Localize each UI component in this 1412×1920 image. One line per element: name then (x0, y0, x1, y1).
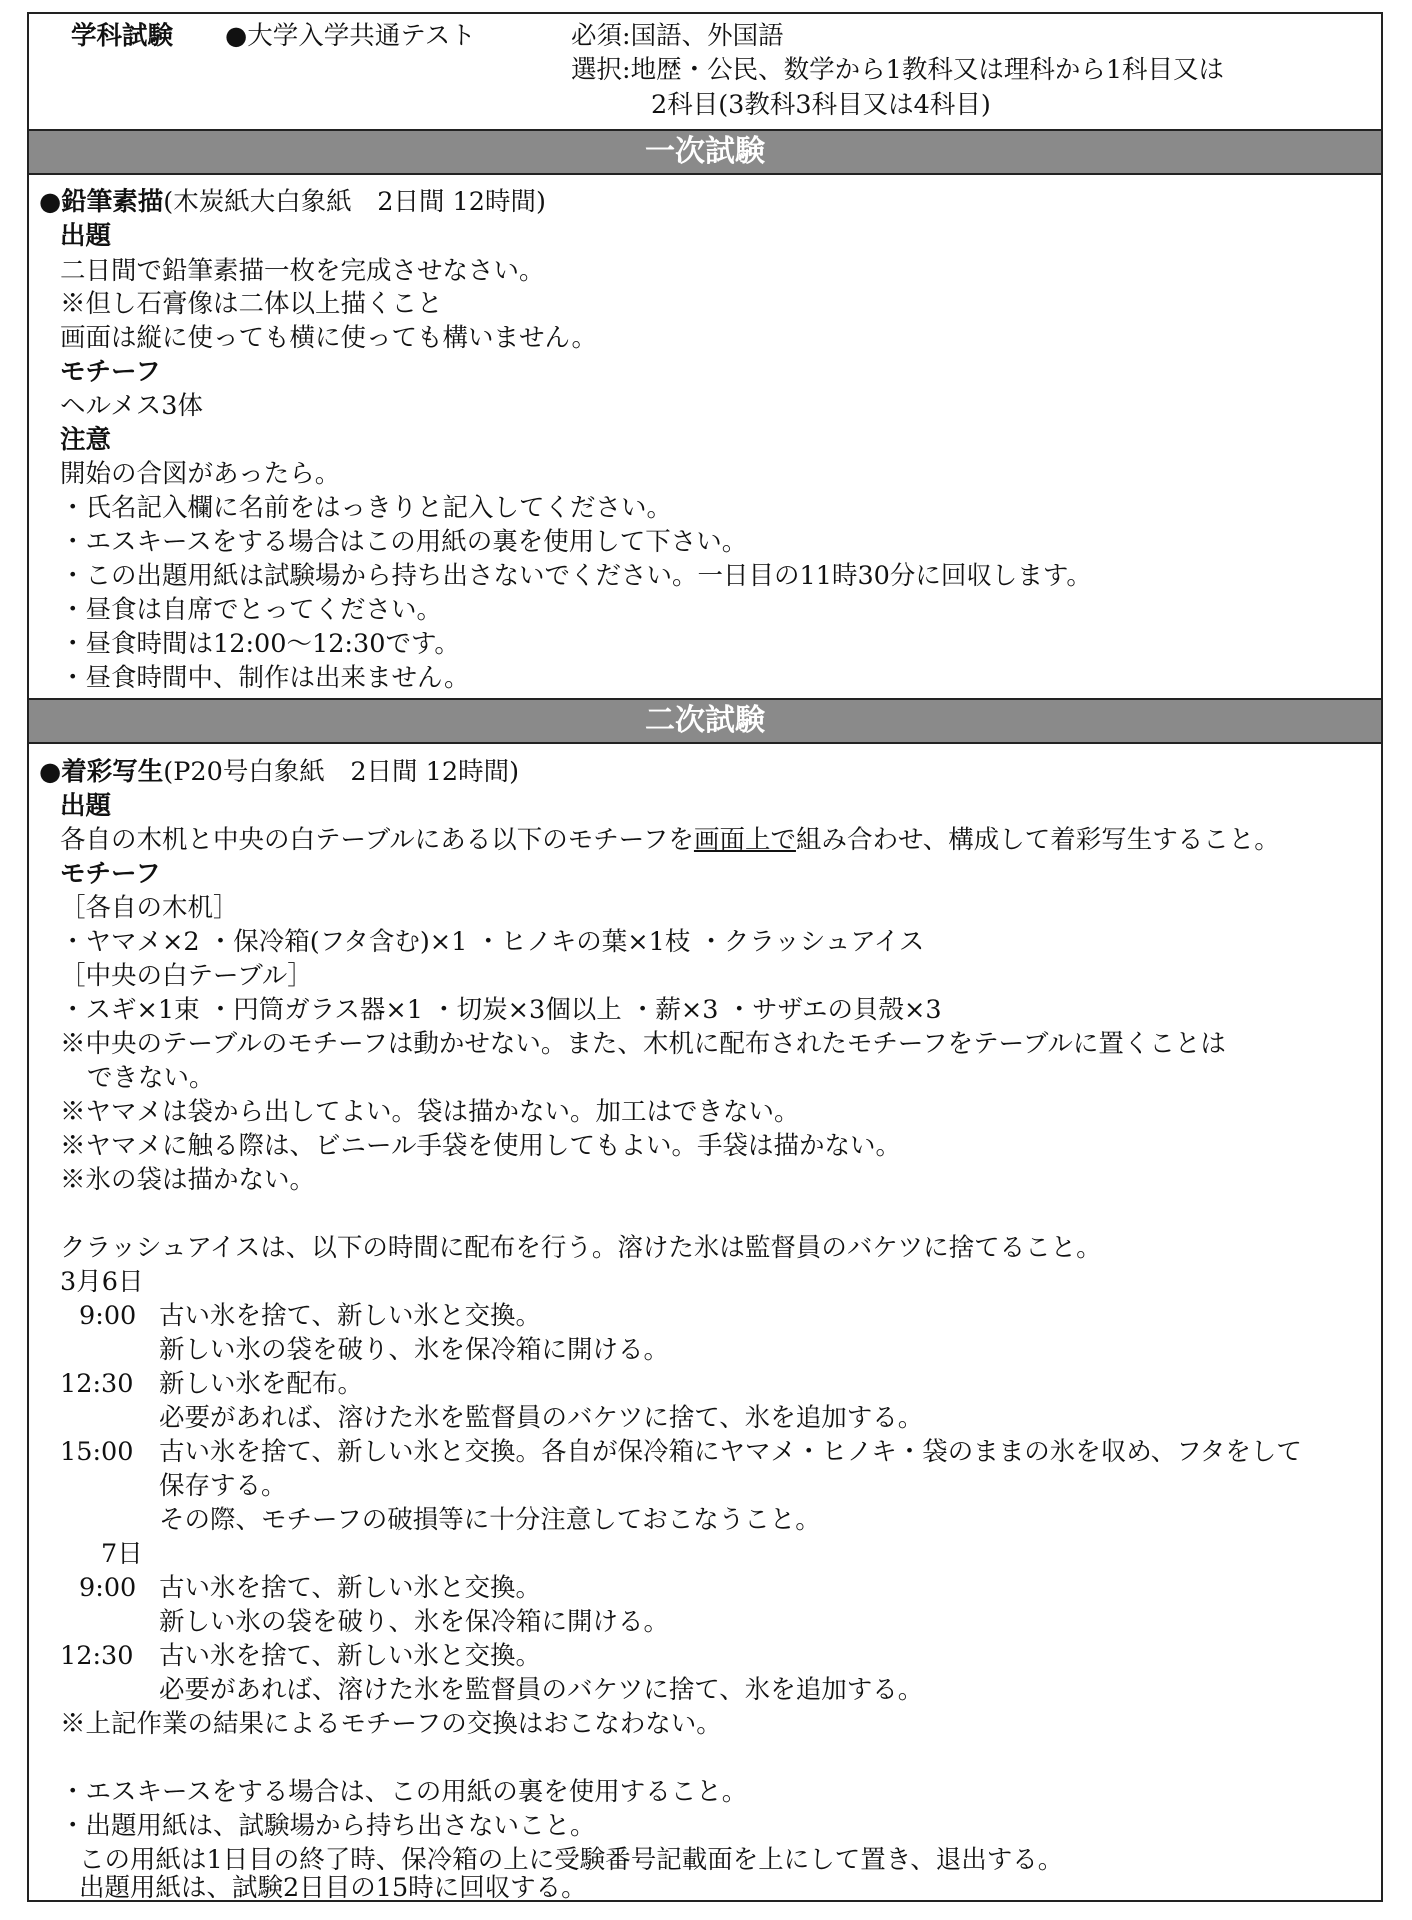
s2-motif-desk-label: ［各自の木机］ (60, 893, 239, 923)
s2-heading: ●着彩写生(P20号白象紙 2日間 12時間) (39, 757, 520, 787)
required-subjects: 必須:国語、外国語 (571, 21, 784, 51)
s2-time3: 15:00 (60, 1437, 134, 1467)
s1-notes-heading: 注意 (60, 425, 112, 455)
s2-rule4: ※氷の袋は描かない。 (60, 1165, 316, 1195)
s2-rule5: ※上記作業の結果によるモチーフの交換はおこなわない。 (60, 1709, 722, 1739)
s2-time4-a: 古い氷を捨て、新しい氷と交換。 (159, 1573, 541, 1603)
s2-time3-c: その際、モチーフの破損等に十分注意しておこなうこと。 (159, 1505, 821, 1535)
s1-note4: ・この出題用紙は試験場から持ち出さないでください。一日目の11時30分に回収します。 (60, 561, 1092, 591)
s1-question-heading: 出題 (60, 221, 112, 251)
s2-question: 各自の木机と中央の白テーブルにある以下のモチーフを画面上で組み合わせ、構成して着彩写生すること。 (60, 825, 1280, 855)
s2-motif-desk-items: ・ヤマメ×2 ・保冷箱(フタ含む)×1 ・ヒノキの葉×1枝 ・クラッシュアイス (60, 927, 925, 957)
s2-time4: 9:00 (79, 1573, 137, 1603)
exam-sheet (27, 12, 1383, 1902)
s2-motif-heading: モチーフ (60, 859, 161, 889)
s2-time5: 12:30 (60, 1641, 134, 1671)
s2-time5-a: 古い氷を捨て、新しい氷と交換。 (159, 1641, 541, 1671)
s2-time3-a: 古い氷を捨て、新しい氷と交換。各自が保冷箱にヤマメ・ヒノキ・袋のままの氷を収め、フタをして (159, 1437, 1302, 1467)
common-test-label: ●大学入学共通テスト (225, 21, 476, 51)
second-exam-band: 二次試験 (29, 698, 1381, 744)
s1-note5: ・昼食は自席でとってください。 (60, 595, 442, 625)
s2-time2-a: 新しい氷を配布。 (159, 1369, 364, 1399)
s2-time4-b: 新しい氷の袋を破り、氷を保冷箱に開ける。 (159, 1607, 670, 1637)
s1-note2: ・氏名記入欄に名前をはっきりと記入してください。 (60, 493, 673, 523)
first-exam-band: 一次試験 (29, 129, 1381, 175)
s2-time5-b: 必要があれば、溶けた氷を監督員のバケツに捨て、氷を追加する。 (159, 1675, 924, 1705)
s1-q3: 画面は縦に使っても横に使っても構いません。 (60, 323, 598, 353)
s2-end2: ・出題用紙は、試験場から持ち出さないこと。 (60, 1811, 596, 1841)
s1-note3: ・エスキースをする場合はこの用紙の裏を使用して下さい。 (60, 527, 748, 557)
s1-note1: 開始の合図があったら。 (60, 459, 341, 489)
s2-date2: 7日 (101, 1539, 143, 1569)
s2-time1: 9:00 (79, 1301, 137, 1331)
s2-question-heading: 出題 (60, 791, 112, 821)
elective-subjects-cont: 2科目(3教科3科目又は4科目) (651, 90, 991, 120)
s2-motif-table-items: ・スギ×1束 ・円筒ガラス器×1 ・切炭×3個以上 ・薪×3 ・サザエの貝殻×3 (60, 995, 942, 1025)
s2-motif-table-label: ［中央の白テーブル］ (60, 961, 313, 991)
s2-time2: 12:30 (60, 1369, 134, 1399)
s1-q2: ※但し石膏像は二体以上描くこと (60, 289, 443, 319)
subject-exam-label: 学科試験 (71, 21, 174, 51)
s2-end3: この用紙は1日目の終了時、保冷箱の上に受験番号記載面を上にして置き、退出する。 (79, 1845, 1064, 1875)
s2-time2-b: 必要があれば、溶けた氷を監督員のバケツに捨て、氷を追加する。 (159, 1403, 924, 1433)
s2-rule2: ※ヤマメは袋から出してよい。袋は描かない。加工はできない。 (60, 1097, 800, 1127)
s1-note7: ・昼食時間中、制作は出来ません。 (60, 663, 470, 693)
s2-rule1-cont: できない。 (87, 1063, 215, 1093)
s2-time1-b: 新しい氷の袋を破り、氷を保冷箱に開ける。 (159, 1335, 670, 1365)
s2-time3-b: 保存する。 (159, 1471, 287, 1501)
s2-ice-intro: クラッシュアイスは、以下の時間に配布を行う。溶けた氷は監督員のバケツに捨てること。 (60, 1233, 1102, 1263)
s1-q1: 二日間で鉛筆素描一枚を完成させなさい。 (60, 256, 545, 286)
s1-motif: ヘルメス3体 (60, 391, 203, 421)
s1-note6: ・昼食時間は12:00～12:30です。 (60, 629, 460, 659)
s1-motif-heading: モチーフ (60, 357, 161, 387)
elective-subjects: 選択:地歴・公民、数学から1教科又は理科から1科目又は (571, 55, 1225, 85)
s2-time1-a: 古い氷を捨て、新しい氷と交換。 (159, 1301, 541, 1331)
s2-rule3: ※ヤマメに触る際は、ビニール手袋を使用してもよい。手袋は描かない。 (60, 1131, 901, 1161)
s2-rule1: ※中央のテーブルのモチーフは動かせない。また、木机に配布されたモチーフをテーブルに置くことは (60, 1029, 1226, 1059)
s2-date1: 3月6日 (60, 1267, 144, 1297)
s2-end4: 出題用紙は、試験2日目の15時に回収する。 (79, 1873, 587, 1903)
s2-end1: ・エスキースをする場合は、この用紙の裏を使用すること。 (60, 1777, 748, 1807)
s1-heading: ●鉛筆素描(木炭紙大白象紙 2日間 12時間) (39, 187, 546, 217)
